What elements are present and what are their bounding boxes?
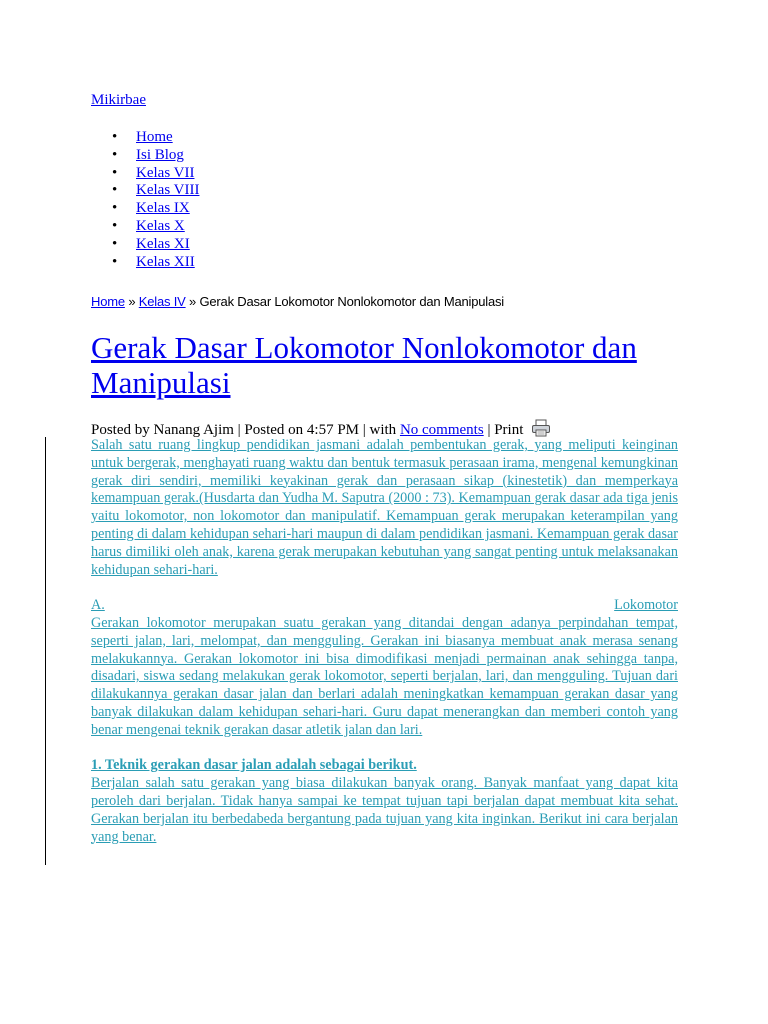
post-meta-text: Posted by Nanang Ajim | Posted on 4:57 PM | with <box>91 421 397 438</box>
nav-item-home <box>91 129 199 147</box>
nav-item-kelas-x <box>91 218 199 236</box>
bullet-icon: • <box>112 146 118 163</box>
section-heading-text: Lokomotor <box>614 597 678 614</box>
breadcrumb <box>91 294 504 309</box>
bullet-icon: • <box>112 129 118 145</box>
main-nav <box>91 129 199 271</box>
section-heading-lokomotor <box>91 597 678 615</box>
left-border-line <box>45 437 46 865</box>
bullet-icon: • <box>112 182 118 199</box>
nav-item-isi-blog <box>91 147 199 165</box>
bullet-icon: • <box>112 235 118 252</box>
site-title-link[interactable]: Mikirbae <box>91 92 146 108</box>
breadcrumb-home-link[interactable]: Home <box>91 294 125 309</box>
subsection-heading-jalan: 1. Teknik gerakan dasar jalan adalah sebagai berikut. <box>91 757 417 774</box>
nav-item-kelas-xi <box>91 236 199 254</box>
comments-link[interactable]: No comments <box>399 421 484 438</box>
nav-link-isi-blog[interactable]: Isi Blog <box>136 146 184 163</box>
bullet-icon: • <box>112 217 118 234</box>
post-title <box>91 330 691 400</box>
nav-link-kelas-viii[interactable]: Kelas VIII <box>136 182 200 199</box>
breadcrumb-current: Gerak Dasar Lokomotor Nonlokomotor dan Manipulasi <box>199 294 504 309</box>
nav-link-kelas-ix[interactable]: Kelas IX <box>136 200 190 217</box>
nav-link-kelas-xi[interactable]: Kelas XI <box>136 235 190 252</box>
lokomotor-paragraph: Gerakan lokomotor merupakan suatu gerakan yang ditandai dengan adanya perpindahan tempat, seperti jalan, lari, melompat, dan mengguling. Gerakan ini biasanya membuat anak merasa senang melakukannya. Gerakan lokomotor ini bisa dimodifikasi menjadi permainan anak sehingga tanpa, disadari, siswa sedang melakukan gerak lokomotor, seperti berjalan, lari, dan mengguling. Tujuan dari dilakukannya gerakan dasar jalan dan berlari adalah meningkatkan kemampuan gerakan dasar yang banyak dilakukan dalam kehidupan sehari-hari. Guru dapat menerangkan dan memberi contoh yang benar mengenai teknik gerakan dasar atletik jalan dan lari. <box>91 614 678 738</box>
post-title-link[interactable]: Gerak Dasar Lokomotor Nonlokomotor dan Manipulasi <box>91 330 637 400</box>
section-letter: A. <box>91 597 105 614</box>
breadcrumb-category-link[interactable]: Kelas IV <box>138 294 186 309</box>
intro-paragraph: Salah satu ruang lingkup pendidikan jasmani adalah pembentukan gerak, yang meliputi keinginan untuk bergerak, menghayati ruang waktu dan bentuk termasuk perasaan irama, mengenal kemungkinan gerak diri sendiri, memiliki keyakinan gerak dan perasaan sikap (kinestetik) dan memperkaya kemampuan gerak.(Husdarta dan Yudha M. Saputra (2000 : 73). Kemampuan gerak dasar ada tiga jenis yaitu lokomotor, non lokomotor dan manipulatif. Kemampuan gerak merupakan keterampilan yang penting di dalam kehidupan sehari-hari maupun di dalam pendidikan jasmani. Kemampuan gerak dasar harus dimiliki oleh anak, karena gerak merupakan kebutuhan yang sangat penting untuk melaksanakan kehidupan sehari-hari. <box>91 437 678 578</box>
bullet-icon: • <box>112 253 118 270</box>
bullet-icon: • <box>112 200 118 217</box>
nav-item-kelas-xii <box>91 254 199 272</box>
nav-item-kelas-ix <box>91 200 199 218</box>
nav-link-kelas-vii[interactable]: Kelas VII <box>136 164 195 181</box>
nav-link-kelas-x[interactable]: Kelas X <box>136 217 185 234</box>
nav-item-kelas-viii <box>91 182 199 200</box>
breadcrumb-separator: » <box>189 294 197 309</box>
post-content <box>91 437 678 846</box>
nav-item-kelas-vii <box>91 165 199 183</box>
breadcrumb-separator: » <box>128 294 136 309</box>
bullet-icon: • <box>112 164 118 181</box>
nav-link-kelas-xii[interactable]: Kelas XII <box>136 253 195 270</box>
print-label: | Print <box>487 421 524 438</box>
nav-link-home[interactable]: Home <box>136 129 173 145</box>
jalan-paragraph: Berjalan salah satu gerakan yang biasa dilakukan banyak orang. Banyak manfaat yang dapat kita peroleh dari berjalan. Tidak hanya sampai ke tempat tujuan tapi berjalan dapat membuat kita sehat. Gerakan berjalan itu berbedabeda bergantung pada tujuan yang kita inginkan. Berikut ini cara berjalan yang benar. <box>91 775 678 845</box>
